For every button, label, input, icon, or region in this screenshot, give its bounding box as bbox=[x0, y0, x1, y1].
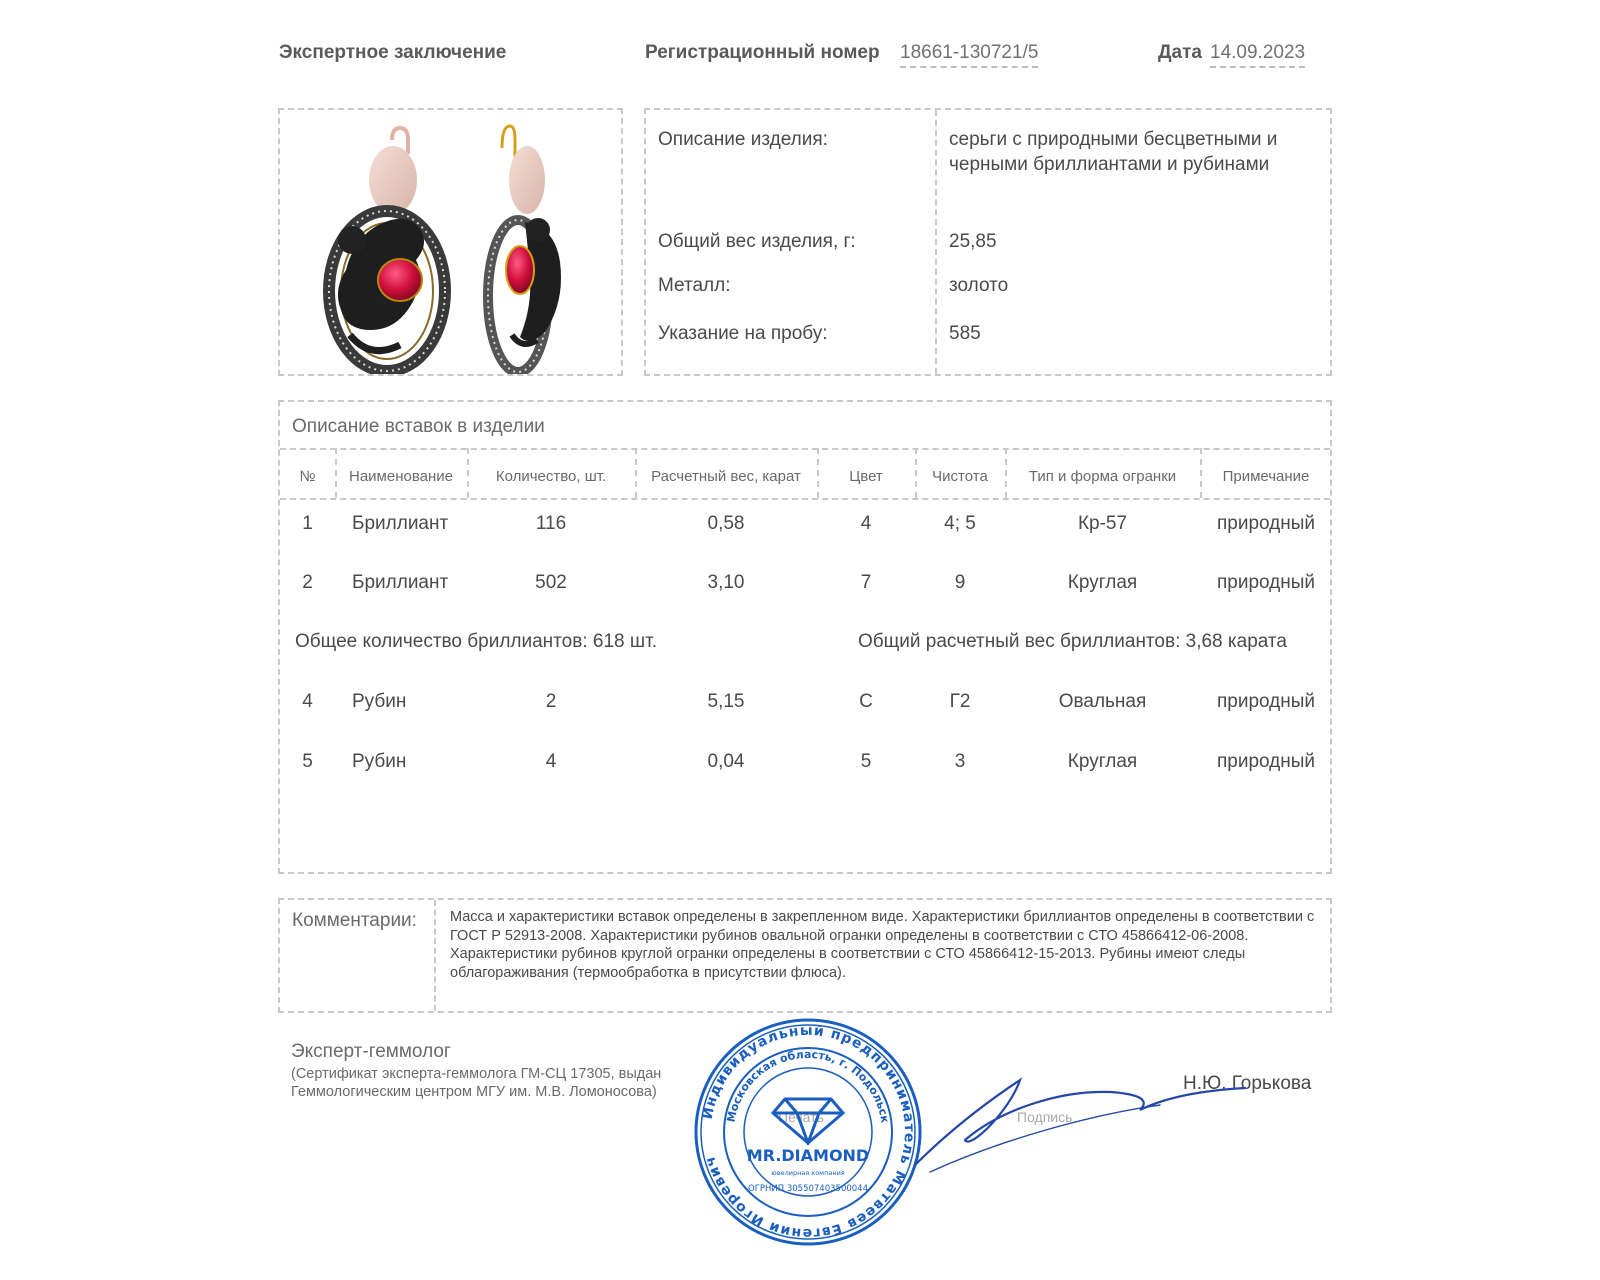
signature-label: Подпись bbox=[1017, 1109, 1073, 1125]
expert-certificate: (Сертификат эксперта-геммолога ГМ-СЦ 17305, выдан Геммологическим центром МГУ им. М.В. Ломоносова) bbox=[291, 1066, 662, 1100]
table-cell: природный bbox=[1216, 572, 1316, 593]
table-cell: 116 bbox=[535, 513, 567, 534]
table-cell: 9 bbox=[954, 572, 966, 593]
reg-number-value: 18661-130721/5 bbox=[900, 42, 1038, 68]
hallmark-label: Указание на пробу: bbox=[658, 323, 828, 344]
column-divider bbox=[935, 110, 937, 374]
diamond-icon bbox=[773, 1099, 843, 1143]
total-weight-value: 25,85 bbox=[949, 231, 997, 252]
product-photo-panel bbox=[278, 108, 623, 376]
column-header: Чистота bbox=[932, 468, 988, 485]
column-divider bbox=[434, 900, 436, 1011]
table-cell: 4 bbox=[860, 513, 872, 534]
table-cell: 5 bbox=[302, 751, 313, 772]
seal-ogrn: ОГРНИП 305507403500044 bbox=[748, 1184, 868, 1194]
comments-panel bbox=[278, 898, 1332, 1013]
table-cell: Овальная bbox=[1058, 691, 1147, 712]
item-description-panel bbox=[644, 108, 1332, 376]
seal-brand: MR.DIAMOND bbox=[746, 1146, 870, 1165]
table-cell: природный bbox=[1216, 691, 1316, 712]
expert-name: Н.Ю. Горькова bbox=[1183, 1073, 1312, 1094]
table-cell: 0,04 bbox=[707, 751, 745, 772]
column-header: Расчетный вес, карат bbox=[651, 468, 801, 485]
seal-inner-text: Московская область, г. Подольск bbox=[724, 1047, 892, 1124]
company-seal bbox=[693, 1017, 923, 1247]
table-cell: 2 bbox=[302, 572, 313, 593]
table-cell: 5 bbox=[860, 751, 872, 772]
table-cell: 3,10 bbox=[707, 572, 745, 593]
table-cell: природный bbox=[1216, 751, 1316, 772]
date-value: 14.09.2023 bbox=[1210, 42, 1305, 68]
diamond-count-summary: Общее количество бриллиантов: 618 шт. bbox=[295, 631, 657, 652]
table-cell: природный bbox=[1216, 513, 1316, 534]
table-cell: 1 bbox=[302, 513, 313, 534]
table-cell: 4 bbox=[545, 751, 557, 772]
table-cell: Г2 bbox=[949, 691, 971, 712]
date-label: Дата bbox=[1158, 42, 1202, 63]
metal-label: Металл: bbox=[658, 275, 731, 296]
inserts-table-panel bbox=[278, 400, 1332, 874]
table-cell: 4 bbox=[302, 691, 313, 712]
comments-label: Комментарии: bbox=[292, 910, 417, 931]
table-cell: Рубин bbox=[352, 691, 407, 712]
table-cell: Бриллиант bbox=[352, 513, 449, 534]
seal-ring-text: Индивидуальный предприниматель Матвеев Евгений Игоревич bbox=[699, 1022, 918, 1242]
hallmark-value: 585 bbox=[949, 323, 981, 344]
metal-value: золото bbox=[949, 275, 1009, 296]
table-cell: С bbox=[859, 691, 873, 712]
reg-number-label: Регистрационный номер bbox=[645, 42, 880, 63]
document-title: Экспертное заключение bbox=[279, 42, 507, 63]
column-header: Тип и форма огранки bbox=[1028, 468, 1177, 485]
table-divider bbox=[280, 498, 1330, 500]
item-description-value: серьги с природными бесцветными и черными бриллиантами и рубинами bbox=[949, 129, 1278, 175]
seal-subtitle: ювелирная компания bbox=[771, 1169, 845, 1177]
column-header: Количество, шт. bbox=[495, 468, 607, 485]
column-header: Наименование bbox=[349, 468, 453, 485]
table-cell: Круглая bbox=[1067, 751, 1138, 772]
table-cell: Бриллиант bbox=[352, 572, 449, 593]
item-description-label: Описание изделия: bbox=[658, 129, 828, 150]
table-cell: Круглая bbox=[1067, 572, 1138, 593]
earrings-image bbox=[280, 110, 621, 374]
handwritten-signature bbox=[910, 1070, 1250, 1180]
table-cell: 2 bbox=[545, 691, 557, 712]
table-cell: 4; 5 bbox=[944, 513, 976, 534]
diamond-weight-summary: Общий расчетный вес бриллиантов: 3,68 карата bbox=[858, 631, 1287, 652]
stamp-label: Печать bbox=[778, 1109, 824, 1125]
column-header: Примечание bbox=[1222, 468, 1310, 485]
table-cell: 502 bbox=[535, 572, 567, 593]
table-cell: Кр-57 bbox=[1077, 513, 1128, 534]
table-cell: Рубин bbox=[352, 751, 407, 772]
table-cell: 7 bbox=[860, 572, 872, 593]
total-weight-label: Общий вес изделия, г: bbox=[658, 231, 856, 252]
table-divider bbox=[280, 448, 1330, 450]
column-header: Цвет bbox=[849, 468, 883, 485]
inserts-title: Описание вставок в изделии bbox=[292, 416, 545, 437]
comments-text: Масса и характеристики вставок определены в закрепленном виде. Характеристики бриллиантов определены в соответствии с ГОСТ Р 52913-2008. Характеристики рубинов овальной огранки определены в соответствии с СТО 45866412-06-2008. Характеристики рубинов круглой огранки определены в соответствии с СТО 45866412-15-2013. Рубины имеют следы облагораживания (термообработка в присутствии флюса). bbox=[450, 909, 1315, 981]
expert-title: Эксперт-геммолог bbox=[291, 1041, 451, 1062]
table-cell: 0,58 bbox=[707, 513, 745, 534]
column-header: № bbox=[299, 468, 316, 485]
table-cell: 5,15 bbox=[707, 691, 745, 712]
table-cell: 3 bbox=[954, 751, 966, 772]
